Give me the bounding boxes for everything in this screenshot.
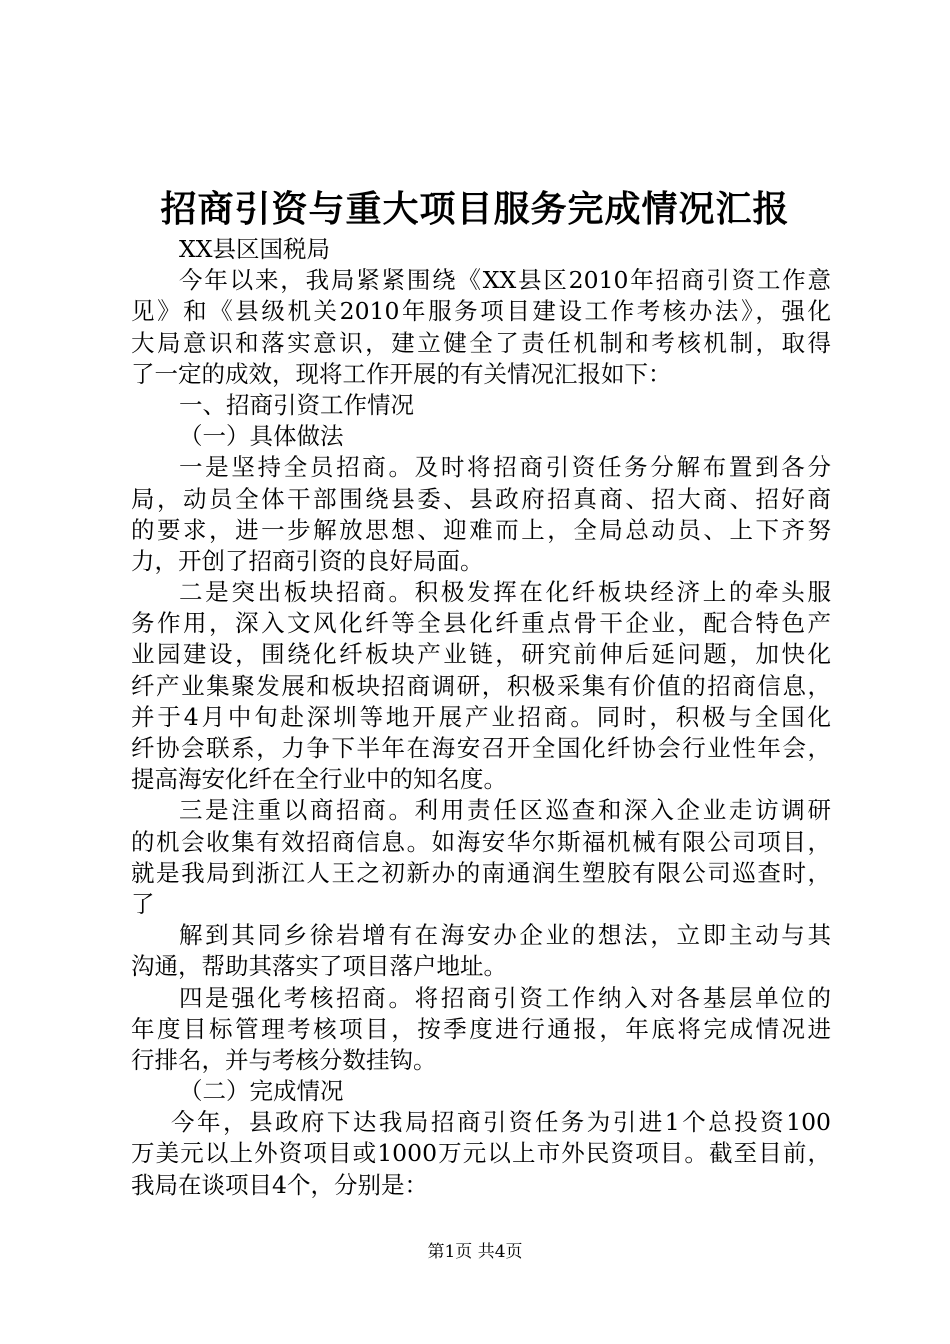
body-line: 局，动员全体干部围绕县委、县政府招真商、招大商、招好商 (131, 484, 831, 513)
body-line: 纤协会联系，力争下半年在海安召开全国化纤协会行业性年会， (131, 734, 831, 762)
body-line: 今年以来，我局紧紧围绕《XX县区2010年招商引资工作意 (179, 266, 831, 295)
body-line: （二）完成情况 (179, 1077, 344, 1106)
body-line: 见》和《县级机关2010年服务项目建设工作考核办法》，强化 (131, 297, 831, 326)
body-line: 一、招商引资工作情况 (179, 390, 414, 419)
body-line: 一是坚持全员招商。及时将招商引资任务分解布置到各分 (179, 453, 831, 482)
body-line: 了 (131, 889, 155, 918)
body-line: 了一定的成效，现将工作开展的有关情况汇报如下： (131, 359, 672, 388)
body-line: 三是注重以商招商。利用责任区巡查和深入企业走访调研 (179, 796, 831, 825)
body-line: 四是强化考核招商。将招商引资工作纳入对各基层单位的 (179, 983, 831, 1012)
body-line: 提高海安化纤在全行业中的知名度。 (131, 765, 507, 794)
body-line: 万美元以上外资项目或1000万元以上市外民资项目。截至目前， (131, 1139, 831, 1168)
body-line: 的机会收集有效招商信息。如海安华尔斯福机械有限公司项目， (131, 827, 831, 856)
body-line: 务作用，深入文风化纤等全县化纤重点骨干企业，配合特色产 (131, 609, 831, 638)
document-title: 招商引资与重大项目服务完成情况汇报 (160, 188, 790, 230)
body-line: XX县区国税局 (179, 235, 330, 263)
document-body (131, 234, 831, 1201)
body-line: （一）具体做法 (179, 422, 344, 451)
body-line: 的要求，进一步解放思想、迎难而上，全局总动员、上下齐努 (131, 515, 831, 544)
body-line: 今年，县政府下达我局招商引资任务为引进1个总投资100 (171, 1108, 831, 1137)
body-line: 并于4月中旬赴深圳等地开展产业招商。同时，积极与全国化 (131, 702, 831, 731)
body-line: 业园建设，围绕化纤板块产业链，研究前伸后延问题，加快化 (131, 640, 831, 669)
body-line: 就是我局到浙江人王之初新办的南通润生塑胶有限公司巡查时， (131, 858, 831, 887)
body-line: 二是突出板块招商。积极发挥在化纤板块经济上的牵头服 (179, 578, 831, 607)
body-line: 行排名，并与考核分数挂钩。 (131, 1045, 437, 1074)
body-line: 力，开创了招商引资的良好局面。 (131, 546, 484, 575)
page-footer: 第1页 共4页 (427, 1242, 523, 1262)
body-line: 大局意识和落实意识，建立健全了责任机制和考核机制，取得 (131, 328, 831, 357)
body-line: 沟通，帮助其落实了项目落户地址。 (131, 952, 507, 981)
body-line: 纤产业集聚发展和板块招商调研，积极采集有价值的招商信息， (131, 671, 831, 700)
body-line: 年度目标管理考核项目，按季度进行通报，年底将完成情况进 (131, 1014, 831, 1043)
body-line: 我局在谈项目4个，分别是： (131, 1170, 428, 1199)
body-line: 解到其同乡徐岩增有在海安办企业的想法，立即主动与其 (179, 921, 831, 950)
